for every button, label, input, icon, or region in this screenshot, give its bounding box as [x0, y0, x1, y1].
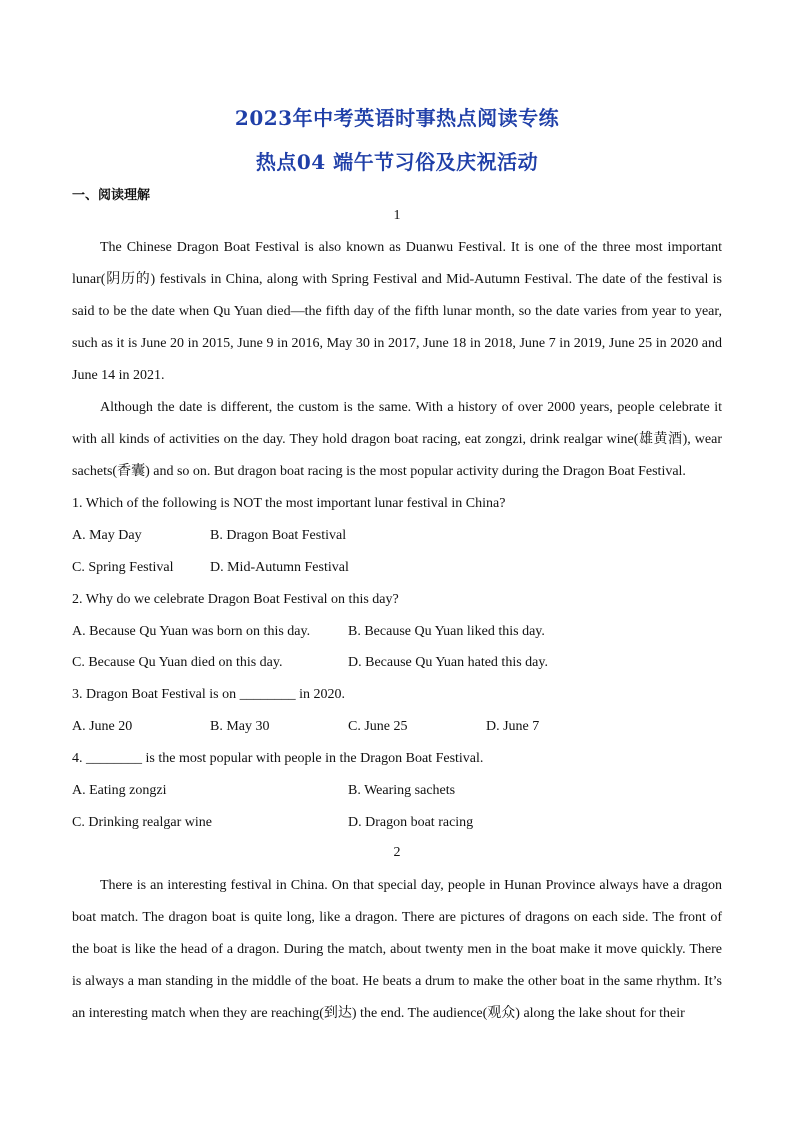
answer-option[interactable]: A. May Day	[72, 528, 142, 543]
answer-option[interactable]: B. May 30	[210, 719, 270, 734]
document-subtitle: 热点04 端午节习俗及庆祝活动	[255, 150, 539, 174]
section-heading: 一、阅读理解	[72, 188, 151, 203]
question-stem: 1. Which of the following is NOT the most important lunar festival in China?	[72, 496, 506, 511]
answer-option[interactable]: B. Wearing sachets	[348, 783, 456, 798]
answer-option[interactable]: C. Because Qu Yuan died on this day.	[72, 655, 283, 670]
answer-option[interactable]: B. Dragon Boat Festival	[210, 528, 347, 543]
passage-paragraph: The Chinese Dragon Boat Festival is also known as Duanwu Festival. It is one of the three most important lunar(阴历的) festivals in China, along with Spring Festival and Mid-Autumn Festival. The date of the festival is said to be the date when Qu Yuan died—the fifth day of the fifth lunar month, so the date varies from year to year, such as it is June 20 in 2015, June 9 in 2016, May 30 in 2017, June 18 in 2018, June 7 in 2019, June 25 in 2020 and June 14 in 2021.	[72, 240, 722, 383]
question-stem: 4. ________ is the most popular with people in the Dragon Boat Festival.	[72, 751, 484, 766]
answer-option[interactable]: D. Because Qu Yuan hated this day.	[348, 655, 548, 670]
answer-option[interactable]: D. Dragon boat racing	[348, 815, 474, 830]
passage-paragraph: There is an interesting festival in China. On that special day, people in Hunan Province always have a dragon boat match. The dragon boat is quite long, like a dragon. There are pictures of dragons on each side. The front of the boat is like the head of a dragon. During the match, about twenty men in the boat make it move quickly. There is always a man standing in the middle of the boat. He beats a drum to make the other boat in the same rhythm. It’s an interesting match when they are reaching(到达) the end. The audience(观众) along the lake shout for their	[72, 878, 722, 1021]
answer-option[interactable]: C. June 25	[348, 719, 408, 734]
question-stem: 2. Why do we celebrate Dragon Boat Festival on this day?	[72, 592, 399, 607]
answer-option[interactable]: D. Mid-Autumn Festival	[210, 560, 349, 575]
passage-number: 1	[393, 208, 401, 223]
passage-number: 2	[393, 845, 401, 860]
answer-option[interactable]: A. June 20	[72, 719, 133, 734]
answer-option[interactable]: C. Drinking realgar wine	[72, 815, 212, 830]
answer-option[interactable]: D. June 7	[486, 719, 540, 734]
answer-option[interactable]: A. Eating zongzi	[72, 783, 167, 798]
document-title: 2023年中考英语时事热点阅读专练	[234, 106, 560, 130]
answer-option[interactable]: B. Because Qu Yuan liked this day.	[348, 624, 545, 639]
passage-paragraph: Although the date is different, the custom is the same. With a history of over 2000 years, people celebrate it with all kinds of activities on the day. They hold dragon boat racing, eat zongzi, drink realgar wine(雄黄酒), wear sachets(香囊) and so on. But dragon boat racing is the most popular activity during the Dragon Boat Festival.	[72, 400, 722, 479]
answer-option[interactable]: A. Because Qu Yuan was born on this day.	[72, 624, 311, 639]
question-stem: 3. Dragon Boat Festival is on ________ in 2020.	[72, 687, 345, 702]
answer-option[interactable]: C. Spring Festival	[72, 560, 174, 575]
